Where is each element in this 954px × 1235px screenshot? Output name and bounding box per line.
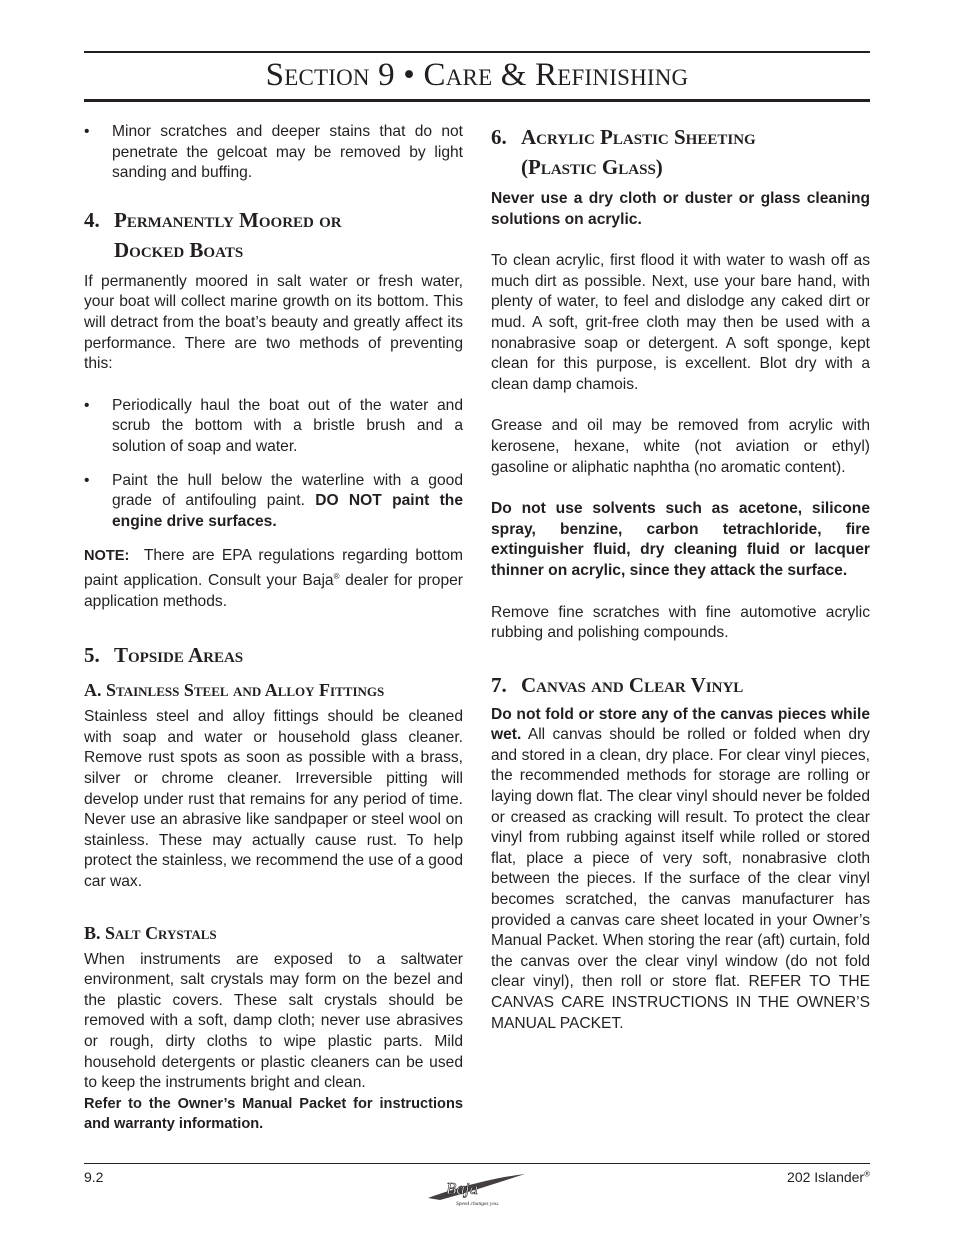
bullet-item: • Paint the hull below the waterline with a good grade of antifouling paint. DO NOT paint the engine drive surfaces. xyxy=(84,471,463,533)
section-6-paragraph: Grease and oil may be removed from acrylic with kerosene, hexane, white (not aviation or ethyl) gasoline or aliphatic naphtha (no aromatic content). xyxy=(491,417,870,476)
right-column xyxy=(491,122,870,1034)
logo-tagline: Speed changes you. xyxy=(456,1201,500,1207)
section-6-warning: Never use a dry cloth or duster or glass cleaning solutions on acrylic. xyxy=(491,190,870,228)
section-5-heading: 5. Topside Areas xyxy=(84,643,244,668)
section-4-paragraph: If permanently moored in salt water or fresh water, your boat will collect marine growth on its bottom. This will detract from the boat’s beauty and greatly affect its performance. There are two methods of preventing this: xyxy=(84,272,463,373)
subsection-b-note: Refer to the Owner’s Manual Packet for instructions and warranty information. xyxy=(84,1095,463,1132)
page-number: 9.2 xyxy=(84,1169,104,1185)
section-7-heading: 7. Canvas and Clear Vinyl xyxy=(491,672,744,697)
subsection-a-paragraph: Stainless steel and alloy fittings should be cleaned with soap and water or household glass cleaner. Remove rust spots as soon as possible with a brass, silver or chrome cleaner. Irreversible pitting will develop under rust that remains for any period of time. Never use an abrasive like sandpaper or steel wool on stainless. These may actually cause rust. To help protect the stainless, we recommend the use of a good car wax. xyxy=(84,708,463,891)
baja-logo xyxy=(420,1168,530,1208)
bullet-item: • Periodically haul the boat out of the water and scrub the bottom with a bristle brush and a solution of soap and water. xyxy=(84,396,463,458)
subsection-b-heading: B. Salt Crystals xyxy=(84,922,217,943)
section-7-paragraph: Do not fold or store any of the canvas pieces while wet. All canvas should be rolled or folded when dry and stored in a clean, dry place. For clear vinyl pieces, the recommended methods for storage are rolling or laying down flat. The clear vinyl should never be folded or creased as cracking will result. To protect the clear vinyl from rubbing against itself while rolled or stored flat, place a piece of very soft, nonabrasive cloth between the pieces. If the surface of the clear vinyl becomes scratched, the canvas manufacturer has provided a canvas care sheet located in your Owner’s Manual Packet. When storing the rear (aft) curtain, fold the canvas over the clear vinyl window (do not fold clear vinyl), then roll or store flat. REFER TO THE CANVAS CARE INSTRUCTIONS IN THE OWNER’S MANUAL PACKET. xyxy=(491,705,870,1032)
subsection-b-paragraph: When instruments are exposed to a saltwater environment, salt crystals may form on the bezel and the plastic covers. These salt crystals should be removed with a soft, damp cloth; never use abrasives or rough, dirty cloths to wipe plastic parts. Mild household detergents or plastic cleaners can be used to keep the instruments bright and clean. xyxy=(84,950,463,1092)
page-header xyxy=(84,51,870,102)
section-6-paragraph: To clean acrylic, first flood it with water to wash off as much dirt as possible. Next, use your bare hand, with plenty of water, to feel and dislodge any caked dirt or mud. A soft, grit-free cloth may then be used with a nonabrasive soap or detergent. A soft sponge, kept clean for this purpose, is excellent. Blot dry with a clean damp chamois. xyxy=(491,252,870,393)
section-6-paragraph: Remove fine scratches with fine automotive acrylic rubbing and polishing compounds. xyxy=(491,603,870,642)
left-column xyxy=(84,122,463,1134)
bullet-text: Paint the hull below the waterline with a good grade of antifouling paint. DO NOT paint the engine drive surfaces. xyxy=(112,471,463,530)
footer-divider xyxy=(84,1163,870,1164)
section-6-heading: 6. Acrylic Plastic Sheeting (Plastic Glass) xyxy=(491,125,756,179)
note-paragraph: NOTE: There are EPA regulations regarding bottom paint application. Consult your Baja® dealer for proper application methods. xyxy=(84,547,463,610)
footer-model: 202 Islander® xyxy=(787,1169,870,1185)
section-6-warning: Do not use solvents such as acetone, silicone spray, benzine, carbon tetrachloride, fire extinguisher fluid, dry cleaning fluid or lacquer thinner on acrylic, since they attack the surface. xyxy=(491,500,870,579)
bullet-text: Periodically haul the boat out of the water and scrub the bottom with a bristle brush and a solution of soap and water. xyxy=(112,396,463,455)
section-4-heading: 4. Permanently Moored or Docked Boats xyxy=(84,207,342,262)
logo-word: Baja xyxy=(446,1179,479,1198)
subsection-a-heading: A. Stainless Steel and Alloy Fittings xyxy=(84,680,385,701)
page-title: Section 9 • Care & Refinishing xyxy=(265,57,689,93)
bullet-text: Minor scratches and deeper stains that do not penetrate the gelcoat may be removed by light sanding and buffing. xyxy=(112,123,463,182)
bullet-item: • Minor scratches and deeper stains that do not penetrate the gelcoat may be removed by light sanding and buffing. xyxy=(84,122,463,184)
